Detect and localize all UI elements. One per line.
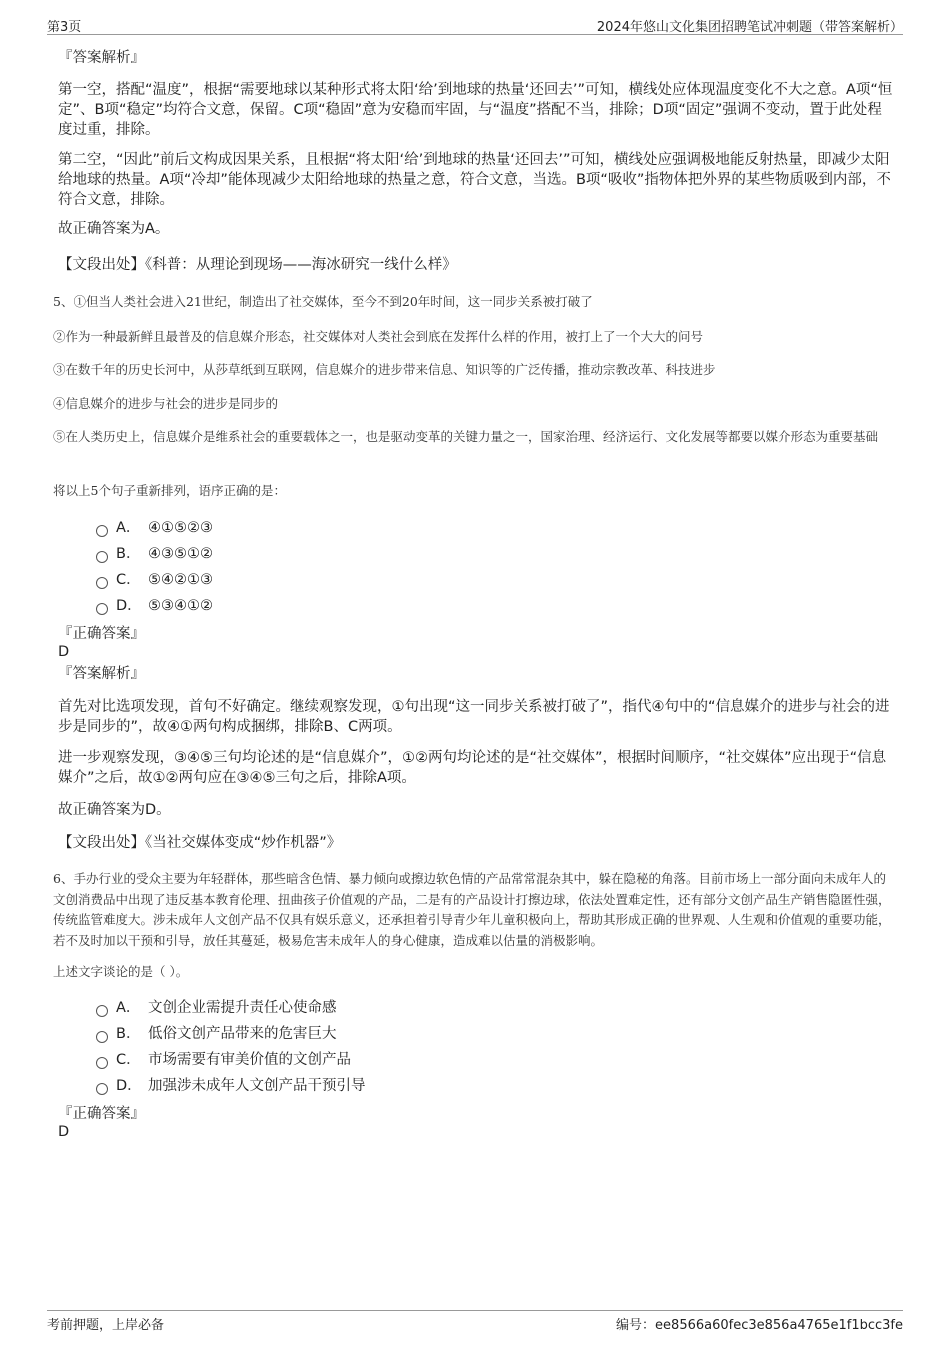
- option-key: C．: [116, 1052, 141, 1068]
- analysis-paragraph-1: 第一空，搭配“温度”，根据“需要地球以某种形式将太阳‘给’到地球的热量‘还回去’”可知，横线处应体现温度变化不大之意。A项“恒定”、B项“稳定”均符合文意，保留。C项“稳固”意为安稳而牢固，与“温度”搭配不当，排除；D项“固定”强调不变动，置于此处程度过重，排除。: [58, 82, 893, 138]
- option-text: 低俗文创产品带来的危害巨大: [148, 1026, 337, 1042]
- option-text: 市场需要有审美价值的文创产品: [148, 1052, 351, 1068]
- option-key: B．: [116, 1026, 141, 1042]
- q5-prompt: 将以上5个句子重新排列，语序正确的是：: [53, 483, 286, 498]
- q5-sentence-2: ②作为一种最新鲜且最普及的信息媒介形态，社交媒体对人类社会到底在发挥什么样的作用，被打上了一个大大的问号: [53, 329, 704, 344]
- option-key: D．: [116, 1078, 142, 1094]
- analysis-paragraph-2: 第二空，“因此”前后文构成因果关系，且根据“将太阳‘给’到地球的热量‘还回去’”可知，横线处应强调极地能反射热量，即减少太阳给地球的热量。A项“冷却”能体现减少太阳给地球的热量之意，符合文意，当选。B项“吸收”指物体把外界的某些物质吸到内部，不符合文意，排除。: [58, 152, 891, 208]
- radio-icon[interactable]: [96, 1057, 108, 1069]
- q5-conclusion: 故正确答案为D。: [58, 802, 171, 818]
- conclusion: 故正确答案为A。: [58, 221, 170, 237]
- q5-option-c[interactable]: [96, 570, 213, 590]
- page-header: [47, 16, 903, 35]
- option-key: A．: [116, 520, 141, 536]
- q5-option-a[interactable]: [96, 518, 213, 538]
- q5-sentence-4: ④信息媒介的进步与社会的进步是同步的: [53, 396, 279, 411]
- option-text: 文创企业需提升责任心使命感: [148, 1000, 337, 1016]
- document-id: 编号：ee8566a60fec3e856a4765e1f1bcc3fe: [616, 1318, 903, 1333]
- document-title: 2024年悠山文化集团招聘笔试冲刺题（带答案解析）: [596, 20, 903, 35]
- q5-answer: D: [58, 644, 70, 660]
- footer-slogan: 考前押题，上岸必备: [47, 1318, 165, 1333]
- radio-icon[interactable]: [96, 551, 108, 563]
- radio-icon[interactable]: [96, 1083, 108, 1095]
- option-key: D．: [116, 598, 142, 614]
- radio-icon[interactable]: [96, 525, 108, 537]
- radio-icon[interactable]: [96, 577, 108, 589]
- q6-option-d[interactable]: [96, 1076, 366, 1096]
- analysis-label: 『答案解析』: [58, 50, 145, 66]
- q5-analysis-paragraph-1: 首先对比选项发现，首句不好确定。继续观察发现，①句出现“这一同步关系被打破了”，指代④句中的“信息媒介的进步与社会的进步是同步的”，故④①两句构成捆绑，排除B、C两项。: [58, 699, 890, 735]
- option-text: ④③⑤①②: [148, 546, 213, 562]
- option-text: 加强涉未成年人文创产品干预引导: [148, 1078, 366, 1094]
- q5-option-d[interactable]: [96, 596, 213, 616]
- q5-option-b[interactable]: [96, 544, 213, 564]
- q5-sentence-1: 5、①但当人类社会进入21世纪，制造出了社交媒体，至今不到20年时间，这一同步关系被打破了: [53, 294, 593, 309]
- option-text: ④①⑤②③: [148, 520, 213, 536]
- q6-option-b[interactable]: [96, 1024, 337, 1044]
- option-key: A．: [116, 1000, 141, 1016]
- q5-analysis-paragraph-2: 进一步观察发现，③④⑤三句均论述的是“信息媒介”，①②两句均论述的是“社交媒体”，根据时间顺序，“社交媒体”应出现于“信息媒介”之后，故①②两句应在③④⑤三句之后，排除A项。: [58, 750, 887, 786]
- q6-answer: D: [58, 1124, 70, 1140]
- page-footer: [47, 1310, 903, 1334]
- q6-prompt: 上述文字谈论的是（ ）。: [53, 964, 189, 979]
- option-key: C．: [116, 572, 141, 588]
- q5-sentence-3: ③在数千年的历史长河中，从莎草纸到互联网，信息媒介的进步带来信息、知识等的广泛传播，推动宗教改革、科技进步: [53, 362, 716, 377]
- radio-icon[interactable]: [96, 603, 108, 615]
- q5-source-citation: 【文段出处】《当社交媒体变成“炒作机器”》: [58, 835, 342, 851]
- q6-answer-label: 『正确答案』: [58, 1106, 145, 1122]
- radio-icon[interactable]: [96, 1005, 108, 1017]
- q5-answer-label: 『正确答案』: [58, 626, 145, 642]
- q6-option-c[interactable]: [96, 1050, 351, 1070]
- q5-sentence-5: ⑤在人类历史上，信息媒介是维系社会的重要载体之一，也是驱动变革的关键力量之一，国家治理、经济运行、文化发展等都要以媒介形态为重要基础: [53, 429, 879, 444]
- q5-analysis-label: 『答案解析』: [58, 666, 145, 682]
- option-key: B．: [116, 546, 141, 562]
- q6-option-a[interactable]: [96, 998, 337, 1018]
- option-text: ⑤③④①②: [148, 598, 213, 614]
- q6-stem: 6、手办行业的受众主要为年轻群体，那些暗含色情、暴力倾向或擦边软色情的产品常常混杂其中，躲在隐秘的角落。目前市场上一部分面向未成年人的文创消费品中出现了违反基本教育伦理、扭曲孩子价值观的产品，二是有的产品设计打擦边球，依法处置难定性，还有部分文创产品生产销售隐匿性强，传统监管难度大。涉未成年人文创产品不仅具有娱乐意义，还承担着引导青少年儿童积极向上，帮助其形成正确的世界观、人生观和价值观的重要功能，若不及时加以干预和引导，放任其蔓延，极易危害未成年人的身心健康，造成难以估量的消极影响。: [53, 871, 891, 948]
- option-text: ⑤④②①③: [148, 572, 213, 588]
- page-number: 第3页: [47, 20, 82, 35]
- radio-icon[interactable]: [96, 1031, 108, 1043]
- source-citation: 【文段出处】《科普：从理论到现场——海冰研究一线什么样》: [58, 257, 457, 273]
